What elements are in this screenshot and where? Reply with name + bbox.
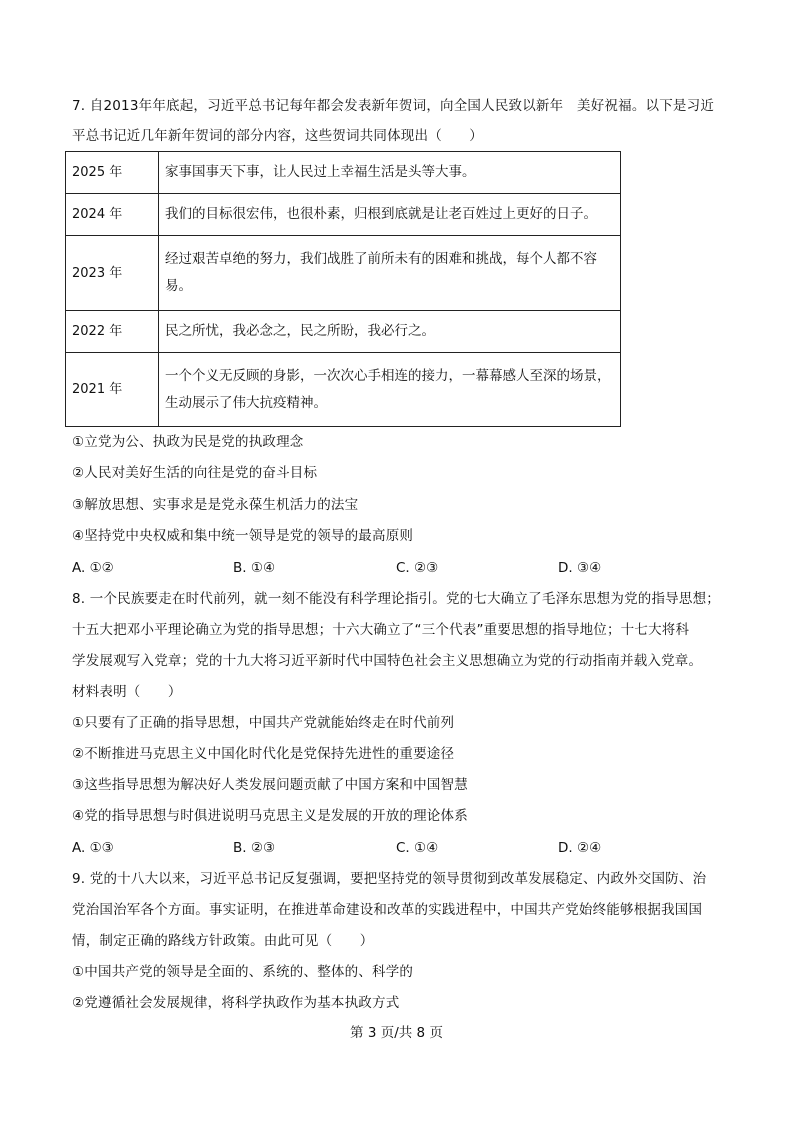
- option-a: A. ①③: [72, 840, 114, 856]
- q8-stem-line-3: 学发展观写入党章；党的十九大将习近平新时代中国特色社会主义思想确立为党的行动指南并载入党章。: [72, 653, 703, 669]
- q8-options: [72, 838, 672, 858]
- table-row: [66, 236, 621, 311]
- q9-statement-1: ①中国共产党的领导是全面的、系统的、整体的、科学的: [72, 964, 414, 980]
- q9-stem-line-3: 情，制定正确的路线方针政策。由此可见（ ）: [72, 933, 374, 949]
- option-c: C. ①④: [396, 840, 439, 856]
- q7-options: [72, 558, 672, 578]
- q8-stem-line-2: 十五大把邓小平理论确立为党的指导思想；十六大确立了“三个代表”重要思想的指导地位；十七大将科: [72, 622, 690, 638]
- q7-stem-line-2: 平总书记近几年新年贺词的部分内容，这些贺词共同体现出（ ）: [72, 128, 483, 144]
- q7-statement-4: ④坚持党中央权威和集中统一领导是党的领导的最高原则: [72, 528, 414, 544]
- table-row: [66, 194, 621, 236]
- q7-stem-line-1: 7. 自2013年年底起，习近平总书记每年都会发表新年贺词，向全国人民致以新年 美好祝福。以下是习近: [72, 98, 715, 114]
- quote-line: 生动展示了伟大抗疫精神。: [165, 394, 327, 411]
- quote-line: 一个个义无反顾的身影，一次次心手相连的接力，一幕幕感人至深的场景，: [165, 367, 611, 384]
- q7-statement-2: ②人民对美好生活的向往是党的奋斗目标: [72, 465, 318, 481]
- q7-statement-1: ①立党为公、执政为民是党的执政理念: [72, 434, 304, 450]
- table-row: [66, 311, 621, 353]
- option-b: B. ①④: [233, 560, 276, 576]
- q9-statement-2: ②党遵循社会发展规律，将科学执政作为基本执政方式: [72, 995, 400, 1011]
- option-c: C. ②③: [396, 560, 439, 576]
- option-a: A. ①②: [72, 560, 114, 576]
- quote-cell: [159, 353, 621, 427]
- quote-cell: 民之所忧，我必念之，民之所盼，我必行之。: [159, 311, 621, 353]
- option-b: B. ②③: [233, 840, 276, 856]
- q8-stem-line-1: 8. 一个民族要走在时代前列，就一刻不能没有科学理论指引。党的七大确立了毛泽东思想为党的指导思想；: [72, 591, 720, 607]
- q8-statement-3: ③这些指导思想为解决好人类发展问题贡献了中国方案和中国智慧: [72, 777, 468, 793]
- year-cell: 2025 年: [66, 152, 159, 194]
- q8-stem-line-4: 材料表明（ ）: [72, 684, 182, 700]
- option-d: D. ②④: [558, 840, 602, 856]
- year-cell: 2022 年: [66, 311, 159, 353]
- quote-cell: [159, 236, 621, 311]
- year-cell: 2024 年: [66, 194, 159, 236]
- q7-statement-3: ③解放思想、实事求是是党永葆生机活力的法宝: [72, 497, 359, 513]
- page-footer: 第 3 页/共 8 页: [350, 1025, 443, 1041]
- q8-statement-4: ④党的指导思想与时俱进说明马克思主义是发展的开放的理论体系: [72, 808, 468, 824]
- option-d: D. ③④: [558, 560, 602, 576]
- quote-cell: 家事国事天下事，让人民过上幸福生活是头等大事。: [159, 152, 621, 194]
- q9-stem-line-1: 9. 党的十八大以来，习近平总书记反复强调，要把坚持党的领导贯彻到改革发展稳定、内政外交国防、治: [72, 871, 707, 887]
- quote-line: 经过艰苦卓绝的努力，我们战胜了前所未有的困难和挑战，每个人都不容: [165, 251, 597, 267]
- q8-statement-1: ①只要有了正确的指导思想，中国共产党就能始终走在时代前列: [72, 715, 455, 731]
- table-row: [66, 353, 621, 427]
- q9-stem-line-2: 党治国治军各个方面。事实证明，在推进革命建设和改革的实践进程中，中国共产党始终能够根据我国国: [72, 902, 703, 918]
- year-cell: 2021 年: [66, 353, 159, 427]
- new-year-speech-table: [65, 151, 621, 427]
- year-cell: 2023 年: [66, 236, 159, 311]
- quote-line: 易。: [165, 278, 192, 294]
- quote-cell: 我们的目标很宏伟，也很朴素，归根到底就是让老百姓过上更好的日子。: [159, 194, 621, 236]
- table-row: [66, 152, 621, 194]
- q8-statement-2: ②不断推进马克思主义中国化时代化是党保持先进性的重要途径: [72, 746, 455, 762]
